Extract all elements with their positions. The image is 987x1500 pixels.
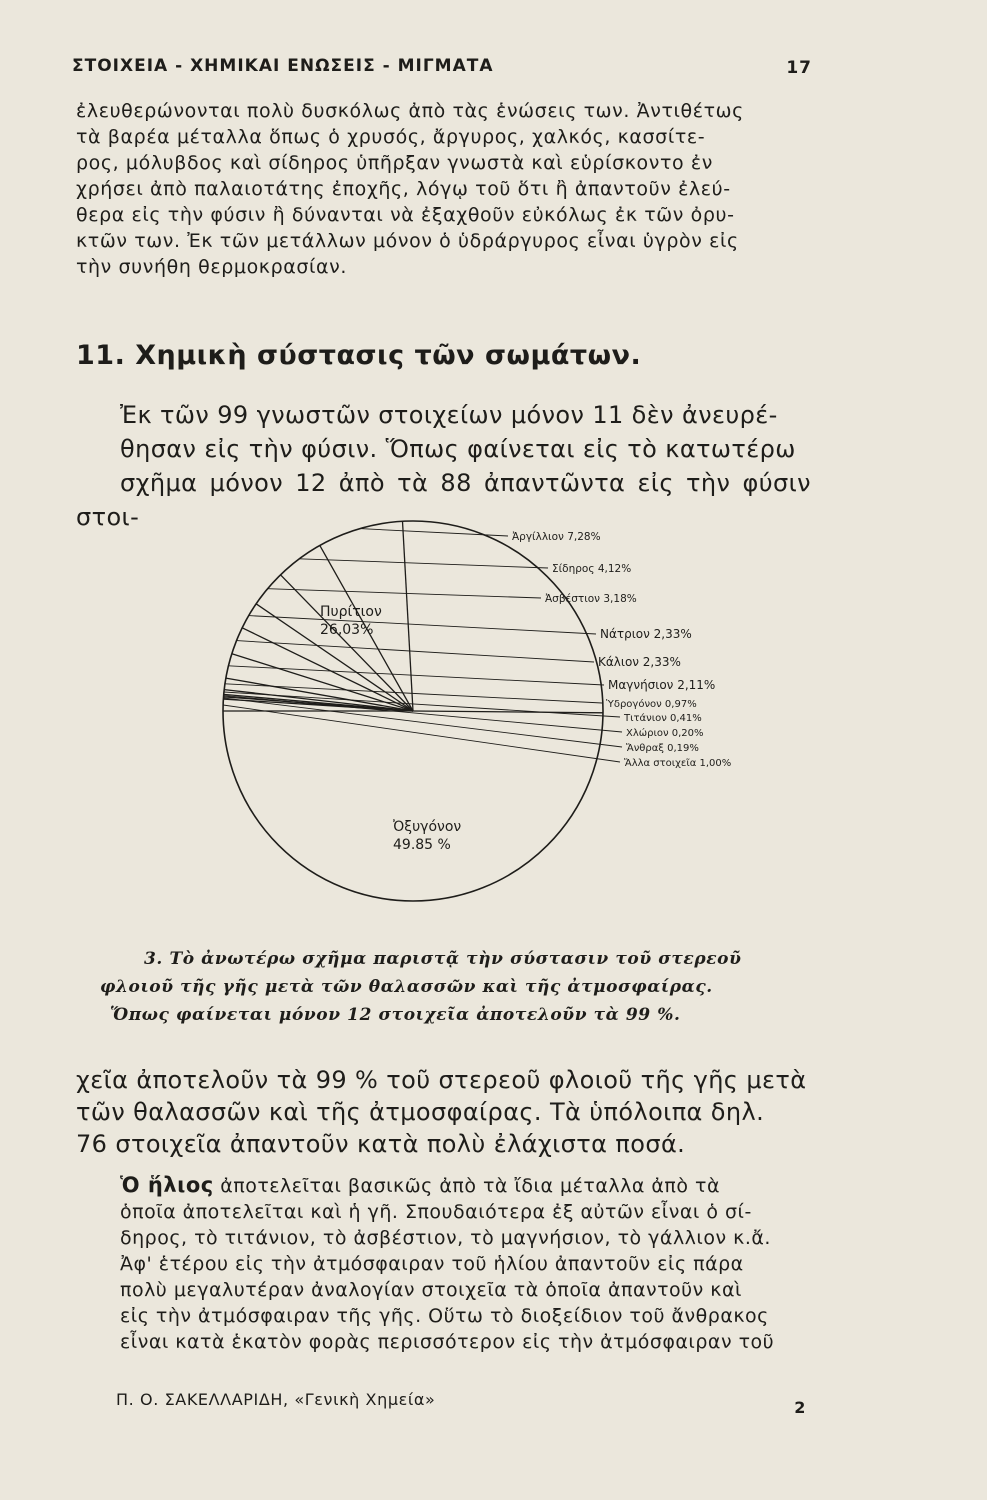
slice-divider	[403, 521, 414, 711]
text-line: χεῖα ἀποτελοῦν τὰ 99 % τοῦ στερεοῦ φλοιοῦ τῆς γῆς μετὰ	[76, 1066, 807, 1094]
slice-label: Ἀργίλλιον 7,28%	[512, 531, 601, 543]
paragraph-metals	[76, 98, 811, 280]
paragraph-elements	[76, 398, 811, 534]
slice-label: Μαγνήσιον 2,11%	[608, 678, 716, 692]
paragraph-sun	[76, 1172, 811, 1355]
text-line: Ἐκ τῶν 99 γνωστῶν στοιχείων μόνον 11 δὲν ἀνευρέ-	[120, 401, 778, 429]
leader-line	[223, 698, 622, 747]
text-line: εἶναι κατὰ ἑκατὸν φορὰς περισσότερον εἰς τὴν ἀτμόσφαιραν τοῦ	[120, 1331, 775, 1353]
footer-author: Π. Ο. ΣΑΚΕΛΛΑΡΙΔΗ, «Γενικὴ Χημεία»	[116, 1390, 436, 1409]
text-span: ἀποτελεῖται βασικῶς ἀπὸ τὰ ἴδια μέταλλα ἀπὸ τὰ	[213, 1175, 720, 1197]
text-line: τὴν συνήθη θερμοκρασίαν.	[76, 256, 348, 278]
page-header	[72, 52, 812, 82]
text-line: Ἀφ' ἑτέρου εἰς τὴν ἀτμόσφαιραν τοῦ ἡλίου ἀπαντοῦν εἰς πάρα	[120, 1253, 744, 1275]
text-line: δηρος, τὸ τιτάνιον, τὸ ἀσβέστιον, τὸ μαγνήσιον, τὸ γάλλιον κ.ἄ.	[120, 1227, 771, 1249]
figure-caption	[100, 945, 790, 1029]
slice-label: Χλώριον 0,20%	[626, 728, 704, 739]
leader-line	[229, 666, 605, 685]
leader-line	[360, 529, 508, 536]
running-title: ΣΤΟΙΧΕΙΑ - ΧΗΜΙΚΑΙ ΕΝΩΣΕΙΣ - ΜΙΓΜΑΤΑ	[72, 56, 494, 76]
slice-label: Ἄνθραξ 0,19%	[626, 743, 699, 754]
text-line: ρος, μόλυβδος καὶ σίδηρος ὑπῆρξαν γνωστὰ καὶ εὑρίσκοντο ἐν	[76, 152, 713, 174]
text-line: πολὺ μεγαλυτέραν ἀναλογίαν στοιχεῖα τὰ ὁποῖα ἀπαντοῦν καὶ	[120, 1279, 742, 1301]
slice-label: Ὑδρογόνον 0,97%	[606, 699, 697, 710]
page-number: 17	[786, 58, 812, 78]
leader-line	[268, 589, 541, 598]
text-line: τὰ βαρέα μέταλλα ὅπως ὁ χρυσός, ἄργυρος, χαλκός, κασσίτε-	[76, 126, 706, 148]
slice-label: Νάτριον 2,33%	[600, 627, 692, 641]
text-line: ὁποῖα ἀποτελεῖται καὶ ἡ γῆ. Σπουδαιότερα ἐξ αὐτῶν εἶναι ὁ σί-	[120, 1201, 752, 1223]
slice-label: Ἀσβέστιον 3,18%	[545, 593, 637, 605]
text-line	[76, 1172, 811, 1199]
text-line: εἰς τὴν ἀτμόσφαιραν τῆς γῆς. Οὕτω τὸ διοξείδιον τοῦ ἄνθρακος	[120, 1305, 769, 1327]
slice-label: Σίδηρος 4,12%	[552, 563, 632, 575]
text-line: κτῶν των. Ἐκ τῶν μετάλλων μόνον ὁ ὑδράργυρος εἶναι ὑγρὸν εἰς	[76, 230, 739, 252]
text-line: 76 στοιχεῖα ἀπαντοῦν κατὰ πολὺ ἐλάχιστα ποσά.	[76, 1130, 686, 1158]
slice-label: Κάλιον 2,33%	[598, 655, 681, 669]
text-line: θερα εἰς τὴν φύσιν ἢ δύνανται νὰ ἐξαχθοῦν εὐκόλως ἐκ τῶν ὀρυ-	[76, 204, 735, 226]
signature-mark: 2	[794, 1398, 806, 1417]
text-line: θησαν εἰς τὴν φύσιν. Ὅπως φαίνεται εἰς τὸ κατωτέρω	[120, 435, 796, 463]
slice-label: Πυρίτιον 26,03%	[320, 604, 382, 638]
slice-divider	[413, 711, 603, 713]
text-line: ἐλευθερώνονται πολὺ δυσκόλως ἀπὸ τὰς ἑνώσεις των. Ἀντιθέτως	[76, 100, 744, 122]
text-line: σχῆμα μόνον 12 ἀπὸ τὰ 88 ἀπαντῶντα εἰς τὴν φύσιν στοι-	[76, 469, 811, 531]
text-line: τῶν θαλασσῶν καὶ τῆς ἀτμοσφαίρας. Τὰ ὑπόλοιπα δηλ.	[76, 1098, 765, 1126]
section-heading: 11. Χημικὴ σύστασις τῶν σωμάτων.	[76, 340, 642, 371]
slice-label: Ὀξυγόνον 49.85 %	[393, 819, 462, 853]
sun-lead: Ὁ ἥλιος	[120, 1173, 214, 1197]
composition-pie-chart	[200, 518, 840, 864]
leader-line	[249, 616, 596, 634]
pie-svg	[200, 518, 840, 864]
caption-line: Ὅπως φαίνεται μόνον 12 στοιχεῖα ἀποτελοῦν τὰ 99 %.	[110, 1005, 681, 1025]
text-line: χρήσει ἀπὸ παλαιοτάτης ἐποχῆς, λόγῳ τοῦ ὅτι ἢ ἀπαντοῦν ἐλεύ-	[76, 178, 731, 200]
paragraph-remaining	[76, 1064, 811, 1160]
caption-line: 3. Τὸ ἀνωτέρω σχῆμα παριστᾷ τὴν σύστασιν τοῦ στερεοῦ	[144, 949, 742, 969]
leader-line	[299, 559, 548, 568]
caption-line: φλοιοῦ τῆς γῆς μετὰ τῶν θαλασσῶν καὶ τῆς ἀτμοσφαίρας.	[100, 977, 713, 997]
page-footer	[116, 1390, 806, 1420]
slice-label: Τιτάνιον 0,41%	[624, 713, 702, 724]
slice-label: Ἄλλα στοιχεῖα 1,00%	[624, 758, 732, 769]
